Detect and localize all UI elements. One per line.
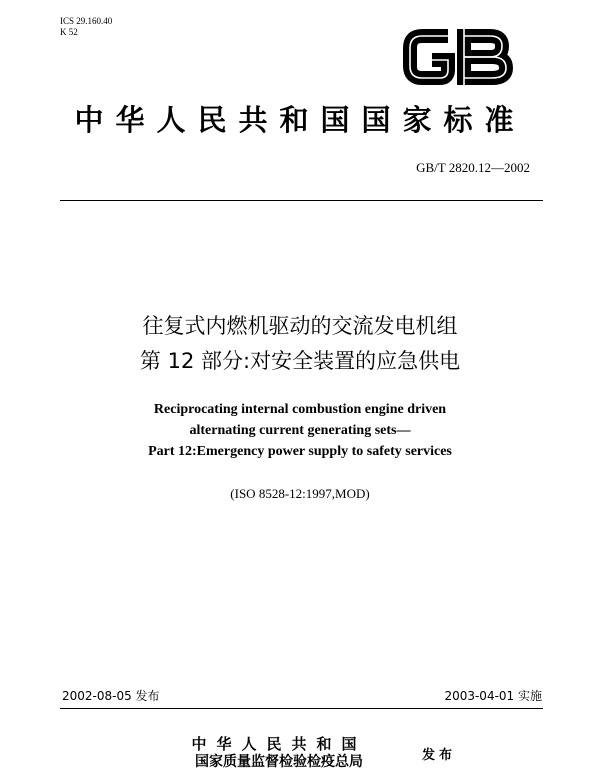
- implementation-date: 2003-04-01 实施: [444, 689, 542, 703]
- issue-date: 2002-08-05 发布: [62, 689, 160, 703]
- standard-category-title: 中华人民共和国国家标准: [74, 103, 526, 137]
- english-title-line-2: alternating current generating sets—: [189, 423, 411, 438]
- publish-label: 发布: [422, 748, 457, 763]
- ics-code: ICS 29.160.40: [60, 16, 113, 26]
- chinese-title-line-2: 第 12 部分:对安全装置的应急供电: [139, 349, 461, 373]
- standard-number: GB/T 2820.12—2002: [416, 160, 530, 175]
- footer-divider: [60, 708, 543, 709]
- gb-logo-text: GB: [400, 22, 402, 23]
- gb-logo: [400, 22, 516, 92]
- chinese-title-line-1: 往复式内燃机驱动的交流发电机组: [142, 314, 458, 338]
- ccs-code: K 52: [60, 27, 78, 37]
- iso-equivalence: (ISO 8528-12:1997,MOD): [230, 486, 370, 501]
- header-divider: [60, 200, 543, 201]
- english-title-line-1: Reciprocating internal combustion engine driven: [153, 402, 447, 417]
- classification-codes: [60, 16, 112, 38]
- english-title-line-3: Part 12:Emergency power supply to safety services: [148, 444, 452, 459]
- issuer-country: 中华人民共和国: [191, 735, 367, 753]
- issuer-agency: 国家质量监督检验检疫总局: [195, 754, 363, 770]
